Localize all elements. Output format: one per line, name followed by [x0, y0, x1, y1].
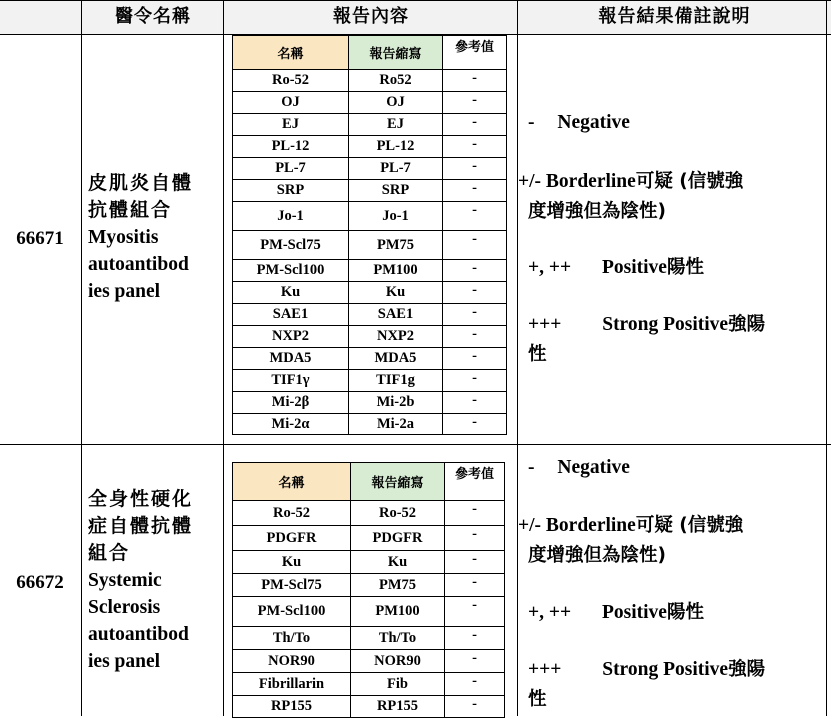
cell-abbr: Ku	[351, 551, 445, 574]
cell-abbr: OJ	[349, 92, 443, 114]
table-row	[233, 414, 507, 435]
table-row	[233, 574, 505, 597]
report-notes	[518, 444, 823, 716]
note-text-zh: 陽性	[666, 257, 704, 278]
cell-ref: -	[445, 597, 505, 627]
table-row	[233, 231, 507, 260]
table-row	[233, 136, 507, 158]
table-row	[233, 627, 505, 650]
note-text-zh: 度增強但為陰性)	[528, 545, 666, 566]
cell-ref: -	[445, 526, 505, 551]
order-name-en: Myositis	[88, 227, 159, 248]
order-name	[88, 486, 222, 675]
cell-name: PM-Scl75	[233, 574, 351, 597]
column-divider	[223, 0, 224, 716]
table-row	[233, 70, 507, 92]
cell-name: SAE1	[233, 304, 349, 326]
table-row	[233, 92, 507, 114]
antibody-table-header	[233, 463, 505, 501]
cell-abbr: PM75	[349, 231, 443, 260]
cell-name: PL-12	[233, 136, 349, 158]
note-negative	[528, 457, 630, 479]
order-name-zh: 症自體抗體	[88, 515, 194, 537]
table-row	[233, 158, 507, 180]
note-text-zh: 強陽	[728, 314, 766, 335]
cell-abbr: Mi-2b	[349, 392, 443, 414]
note-text-zh: 陽性	[666, 602, 704, 623]
cell-ref: -	[443, 348, 507, 370]
cell-name: PM-Scl75	[233, 231, 349, 260]
cell-abbr: Th/To	[351, 627, 445, 650]
cell-abbr: PL-7	[349, 158, 443, 180]
cell-name: PM-Scl100	[233, 260, 349, 282]
cell-name: PL-7	[233, 158, 349, 180]
table-row	[233, 526, 505, 551]
note-positive	[528, 598, 704, 624]
table-row	[233, 114, 507, 136]
cell-abbr: RP155	[351, 696, 445, 718]
note-borderline	[518, 511, 743, 537]
cell-ref: -	[443, 304, 507, 326]
cell-abbr: Jo-1	[349, 202, 443, 231]
note-text-zh: 性	[528, 344, 547, 365]
cell-abbr: PM100	[349, 260, 443, 282]
cell-ref: -	[443, 180, 507, 202]
table-row	[233, 326, 507, 348]
cell-ref: -	[443, 92, 507, 114]
note-text: Strong Positive	[602, 314, 729, 335]
cell-ref: -	[445, 501, 505, 526]
note-negative	[528, 112, 630, 134]
note-text: Strong Positive	[602, 659, 729, 680]
col-abbr-header: 報告縮寫	[349, 36, 443, 70]
cell-name: Th/To	[233, 627, 351, 650]
table-row	[233, 348, 507, 370]
cell-abbr: TIF1g	[349, 370, 443, 392]
note-symbol: -	[528, 112, 535, 133]
table-row	[233, 673, 505, 696]
cell-ref: -	[443, 392, 507, 414]
col-ref-header: 參考值	[445, 463, 505, 501]
header-report-notes: 報告結果備註說明	[598, 6, 751, 27]
order-code: 66672	[16, 572, 64, 593]
cell-abbr: Ku	[349, 282, 443, 304]
col-name-header: 名稱	[233, 463, 351, 501]
cell-ref: -	[445, 696, 505, 718]
order-name-zh: 全身性硬化	[88, 488, 194, 510]
table-row	[233, 696, 505, 718]
cell-abbr: PM100	[351, 597, 445, 627]
order-name-zh: 組合	[88, 542, 131, 564]
cell-abbr: PDGFR	[351, 526, 445, 551]
note-symbol: +++	[528, 314, 562, 335]
order-name-en: autoantibod	[88, 254, 189, 275]
cell-ref: -	[443, 136, 507, 158]
cell-abbr: EJ	[349, 114, 443, 136]
table-row	[233, 370, 507, 392]
cell-name: MDA5	[233, 348, 349, 370]
note-text: Borderline	[545, 171, 636, 192]
note-text-zh: 性	[528, 689, 547, 710]
note-symbol: -	[528, 457, 535, 478]
header-report-content: 報告內容	[333, 6, 409, 27]
cell-name: Ku	[233, 282, 349, 304]
cell-abbr: SAE1	[349, 304, 443, 326]
table-row	[233, 551, 505, 574]
cell-name: NXP2	[233, 326, 349, 348]
table-row	[233, 304, 507, 326]
cell-abbr: Ro-52	[351, 501, 445, 526]
table-row	[233, 597, 505, 627]
note-text-zh: 度增強但為陰性)	[528, 201, 666, 222]
cell-abbr: PL-12	[349, 136, 443, 158]
cell-name: EJ	[233, 114, 349, 136]
table-row	[233, 180, 507, 202]
cell-name: Fibrillarin	[233, 673, 351, 696]
note-text: Negative	[557, 457, 630, 478]
order-name-en: ies panel	[88, 281, 161, 302]
antibody-table	[232, 35, 507, 435]
order-name	[88, 170, 222, 305]
column-divider	[81, 0, 82, 716]
note-borderline	[518, 167, 743, 193]
note-strong-positive	[528, 655, 765, 681]
order-code: 66671	[16, 228, 64, 249]
cell-ref: -	[443, 70, 507, 92]
note-text-zh: 強陽	[728, 659, 766, 680]
column-divider	[826, 0, 827, 716]
cell-abbr: SRP	[349, 180, 443, 202]
note-symbol: +/-	[518, 171, 542, 192]
note-strong-positive	[528, 310, 765, 336]
order-name-en: Systemic	[88, 570, 162, 591]
cell-name: OJ	[233, 92, 349, 114]
report-notes	[518, 0, 823, 444]
cell-ref: -	[445, 650, 505, 673]
cell-ref: -	[443, 114, 507, 136]
antibody-table	[232, 462, 505, 718]
cell-abbr: PM75	[351, 574, 445, 597]
order-name-zh: 抗體組合	[88, 199, 173, 221]
cell-ref: -	[445, 551, 505, 574]
cell-ref: -	[445, 627, 505, 650]
cell-ref: -	[445, 574, 505, 597]
note-text: Borderline	[545, 515, 636, 536]
cell-ref: -	[443, 414, 507, 435]
col-ref-header: 參考值	[443, 36, 507, 70]
cell-name: Ku	[233, 551, 351, 574]
cell-name: SRP	[233, 180, 349, 202]
col-abbr-header: 報告縮寫	[351, 463, 445, 501]
note-symbol: +, ++	[528, 257, 572, 278]
cell-name: NOR90	[233, 650, 351, 673]
cell-ref: -	[443, 370, 507, 392]
table-row	[233, 501, 505, 526]
cell-abbr: Mi-2a	[349, 414, 443, 435]
note-text: Negative	[557, 112, 630, 133]
col-name-header: 名稱	[233, 36, 349, 70]
note-text-zh: 可疑 (信號強	[635, 515, 744, 536]
table-row	[233, 202, 507, 231]
cell-abbr: MDA5	[349, 348, 443, 370]
cell-name: Mi-2β	[233, 392, 349, 414]
cell-name: Ro-52	[233, 501, 351, 526]
cell-name: PDGFR	[233, 526, 351, 551]
note-symbol: +++	[528, 659, 562, 680]
cell-name: Jo-1	[233, 202, 349, 231]
note-text-zh: 可疑 (信號強	[635, 171, 744, 192]
order-name-en: autoantibod	[88, 624, 189, 645]
cell-abbr: Ro52	[349, 70, 443, 92]
table-row	[233, 392, 507, 414]
cell-ref: -	[443, 202, 507, 231]
note-symbol: +, ++	[528, 602, 572, 623]
cell-name: PM-Scl100	[233, 597, 351, 627]
cell-abbr: NOR90	[351, 650, 445, 673]
note-symbol: +/-	[518, 515, 542, 536]
cell-abbr: NXP2	[349, 326, 443, 348]
order-name-en: Sclerosis	[88, 597, 161, 618]
order-name-zh: 皮肌炎自體	[88, 172, 194, 194]
cell-ref: -	[443, 326, 507, 348]
note-text: Positive	[601, 602, 667, 623]
header-order-name: 醫令名稱	[115, 6, 191, 27]
cell-ref: -	[443, 282, 507, 304]
table-row	[233, 282, 507, 304]
note-text: Positive	[601, 257, 667, 278]
cell-ref: -	[445, 673, 505, 696]
cell-name: TIF1γ	[233, 370, 349, 392]
cell-name: RP155	[233, 696, 351, 718]
cell-ref: -	[443, 260, 507, 282]
order-name-en: ies panel	[88, 651, 161, 672]
cell-ref: -	[443, 158, 507, 180]
cell-ref: -	[443, 231, 507, 260]
table-row	[233, 260, 507, 282]
note-positive	[528, 253, 704, 279]
cell-name: Ro-52	[233, 70, 349, 92]
cell-name: Mi-2α	[233, 414, 349, 435]
antibody-table-header	[233, 36, 507, 70]
table-row	[233, 650, 505, 673]
cell-abbr: Fib	[351, 673, 445, 696]
